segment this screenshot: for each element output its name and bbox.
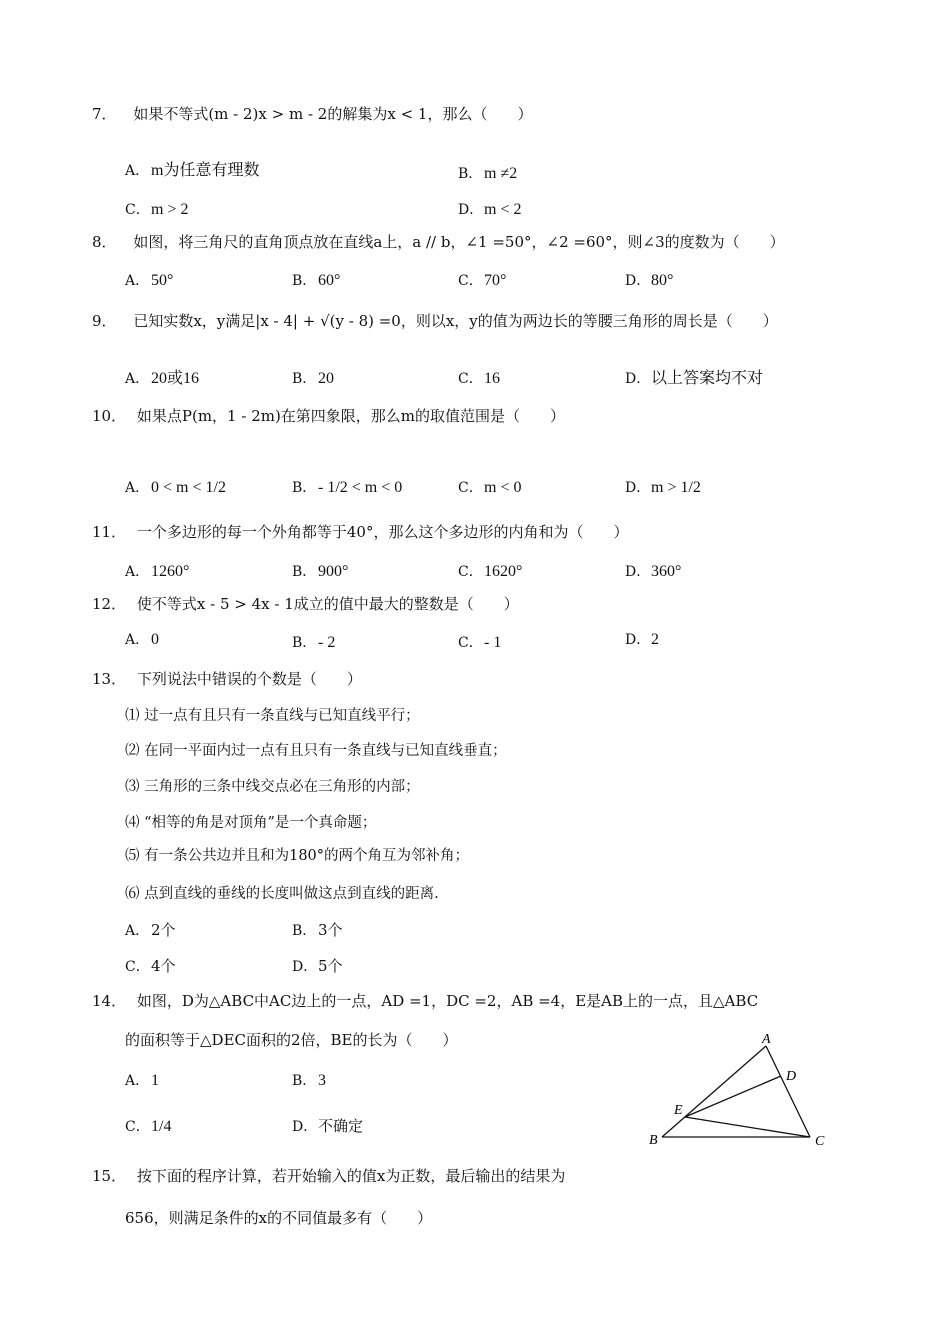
question-number: 13． — [92, 670, 127, 688]
statement-2: ⑵ 在同一平面内过一点有且只有一条直线与已知直线垂直； — [125, 743, 507, 759]
option-label: C． — [125, 202, 150, 218]
statement-1: ⑴ 过一点有且只有一条直线与已知直线平行； — [125, 708, 420, 724]
statement-3: ⑶ 三角形的三条中线交点必在三角形的内部； — [125, 779, 420, 795]
option-text: 不确定 — [318, 1117, 364, 1135]
question-number: 9． — [92, 312, 117, 330]
question-number: 7． — [92, 105, 117, 123]
label-e: E — [674, 1103, 683, 1118]
option-b — [458, 163, 517, 184]
option-label: D． — [625, 632, 651, 648]
option-c — [458, 561, 522, 582]
option-d — [625, 368, 763, 389]
question-number: 14． — [92, 992, 127, 1010]
option-text: - 1 — [484, 634, 502, 651]
option-a — [125, 629, 159, 650]
option-text: 5个 — [318, 957, 343, 975]
option-text: 900° — [318, 563, 349, 580]
question-text: 如果不等式(m - 2)x > m - 2的解集为x < 1，那么（ ） — [133, 105, 533, 123]
option-a — [125, 920, 176, 941]
option-text: 80° — [651, 272, 674, 289]
option-b — [292, 368, 334, 389]
option-text: 以上答案均不对 — [651, 370, 764, 387]
question-text-cont: 的面积等于△DEC面积的2倍，BE的长为（ ） — [125, 1031, 458, 1049]
option-text: 2 — [651, 631, 659, 648]
option-label: C． — [458, 480, 483, 496]
option-text: 16 — [484, 370, 500, 387]
option-text: 1 — [151, 1072, 159, 1089]
option-label: C． — [458, 371, 483, 387]
option-text: m > 1/2 — [651, 479, 701, 496]
option-label: D． — [625, 564, 651, 580]
option-label: A． — [125, 273, 150, 289]
question-text: 使不等式x - 5 > 4x - 1成立的值中最大的整数是（ ） — [136, 595, 519, 613]
option-label: B． — [292, 564, 317, 580]
question-text: 如图，将三角尺的直角顶点放在直线a上，a // b，∠1 =50°，∠2 =60°，则∠3的度数为（ ） — [133, 233, 785, 251]
option-label: B． — [292, 480, 317, 496]
option-label: B． — [292, 1073, 317, 1089]
option-label: A． — [125, 564, 150, 580]
option-text: 60° — [318, 272, 341, 289]
option-label: C． — [458, 635, 483, 651]
option-c — [125, 1116, 171, 1137]
option-label: B． — [292, 273, 317, 289]
segment-ed — [685, 1076, 781, 1117]
option-text: 360° — [651, 563, 682, 580]
segment-ac — [766, 1046, 810, 1137]
option-label: C． — [458, 273, 483, 289]
option-b — [292, 1070, 326, 1091]
option-text: 2个 — [151, 921, 176, 939]
option-a — [125, 477, 226, 498]
segment-ec — [685, 1117, 810, 1137]
question-number: 11． — [92, 523, 127, 541]
question-8 — [92, 232, 785, 252]
option-b — [292, 477, 402, 498]
question-13 — [92, 669, 362, 689]
statement-4: ⑷ “相等的角是对顶角”是一个真命题； — [125, 815, 377, 831]
question-text: 已知实数x，y满足|x - 4| + √(y - 8) =0，则以x，y的值为两边长的等腰三角形的周长是（ ） — [133, 312, 778, 330]
option-a — [125, 1070, 159, 1091]
question-10 — [92, 406, 565, 426]
question-number: 10． — [92, 407, 127, 425]
question-text: 一个多边形的每一个外角都等于40°，那么这个多边形的内角和为（ ） — [136, 523, 629, 541]
label-c: C — [815, 1134, 825, 1149]
segment-ba — [662, 1046, 766, 1137]
option-b — [292, 561, 348, 582]
statement-6: ⑹ 点到直线的垂线的长度叫做这点到直线的距离. — [125, 886, 439, 902]
option-b — [292, 920, 343, 941]
option-text: 3 — [318, 1072, 326, 1089]
option-label: C． — [125, 959, 150, 975]
option-text: 0 — [151, 631, 159, 648]
option-label: B． — [292, 635, 317, 651]
label-a: A — [762, 1032, 771, 1047]
option-text: 3个 — [318, 921, 343, 939]
option-a — [125, 270, 173, 291]
option-label: A． — [125, 371, 150, 387]
option-text: m < 2 — [484, 201, 522, 218]
option-text: - 1/2 < m < 0 — [318, 479, 403, 496]
option-d — [292, 956, 343, 977]
option-label: A． — [125, 923, 150, 939]
question-11 — [92, 522, 628, 542]
option-d — [458, 199, 521, 220]
option-label: C． — [458, 564, 483, 580]
option-label: D． — [625, 480, 651, 496]
option-text: 20或16 — [151, 370, 200, 387]
option-text: 1260° — [151, 563, 190, 580]
option-d — [625, 561, 681, 582]
option-a — [125, 368, 199, 389]
option-label: C． — [125, 1119, 150, 1135]
triangle-figure — [640, 1030, 860, 1155]
option-label: B． — [458, 166, 483, 182]
option-label: D． — [458, 202, 484, 218]
label-b: B — [649, 1133, 658, 1148]
option-text: m > 2 — [151, 201, 189, 218]
option-a — [125, 561, 189, 582]
question-12 — [92, 594, 519, 614]
option-label: D． — [292, 1119, 318, 1135]
option-text: - 2 — [318, 634, 336, 651]
question-number: 15． — [92, 1167, 127, 1185]
option-a — [125, 160, 259, 181]
option-c — [125, 956, 176, 977]
question-text: 如图，D为△ABC中AC边上的一点，AD =1，DC =2，AB =4，E是AB上的一点，且△ABC — [136, 992, 759, 1010]
option-label: D． — [625, 371, 651, 387]
option-text: 0 < m < 1/2 — [151, 479, 226, 496]
question-number: 8． — [92, 233, 117, 251]
option-d — [625, 477, 701, 498]
option-c — [458, 270, 506, 291]
question-text: 下列说法中错误的个数是（ ） — [136, 670, 362, 688]
option-text: m < 0 — [484, 479, 522, 496]
question-9 — [92, 311, 778, 331]
option-d — [625, 270, 673, 291]
question-text-cont: 656，则满足条件的x的不同值最多有（ ） — [125, 1209, 433, 1227]
option-d — [292, 1116, 363, 1137]
option-text: 1620° — [484, 563, 523, 580]
label-d: D — [786, 1069, 797, 1084]
question-number: 12． — [92, 595, 127, 613]
option-text: 70° — [484, 272, 507, 289]
option-c — [458, 477, 521, 498]
option-text: 50° — [151, 272, 174, 289]
option-label: A． — [125, 163, 150, 179]
option-c — [125, 199, 188, 220]
option-text: 20 — [318, 370, 334, 387]
option-label: B． — [292, 923, 317, 939]
option-c — [458, 368, 500, 389]
question-text: 如果点P(m，1 - 2m)在第四象限，那么m的取值范围是（ ） — [136, 407, 566, 425]
option-b — [292, 270, 340, 291]
question-15 — [92, 1166, 565, 1186]
option-label: A． — [125, 1073, 150, 1089]
option-d — [625, 629, 659, 650]
option-label: A． — [125, 632, 150, 648]
option-label: D． — [625, 273, 651, 289]
option-text: 4个 — [151, 957, 176, 975]
question-7 — [92, 104, 532, 124]
option-text: 1/4 — [151, 1118, 172, 1135]
option-label: B． — [292, 371, 317, 387]
option-text: m ≠2 — [484, 165, 518, 182]
question-14 — [92, 991, 758, 1011]
statement-5: ⑸ 有一条公共边并且和为180°的两个角互为邻补角； — [125, 848, 470, 864]
option-label: A． — [125, 480, 150, 496]
option-text: m为任意有理数 — [151, 162, 260, 179]
option-c — [458, 632, 501, 653]
question-text: 按下面的程序计算，若开始输入的值x为正数，最后输出的结果为 — [136, 1167, 566, 1185]
option-label: D． — [292, 959, 318, 975]
option-b — [292, 632, 335, 653]
